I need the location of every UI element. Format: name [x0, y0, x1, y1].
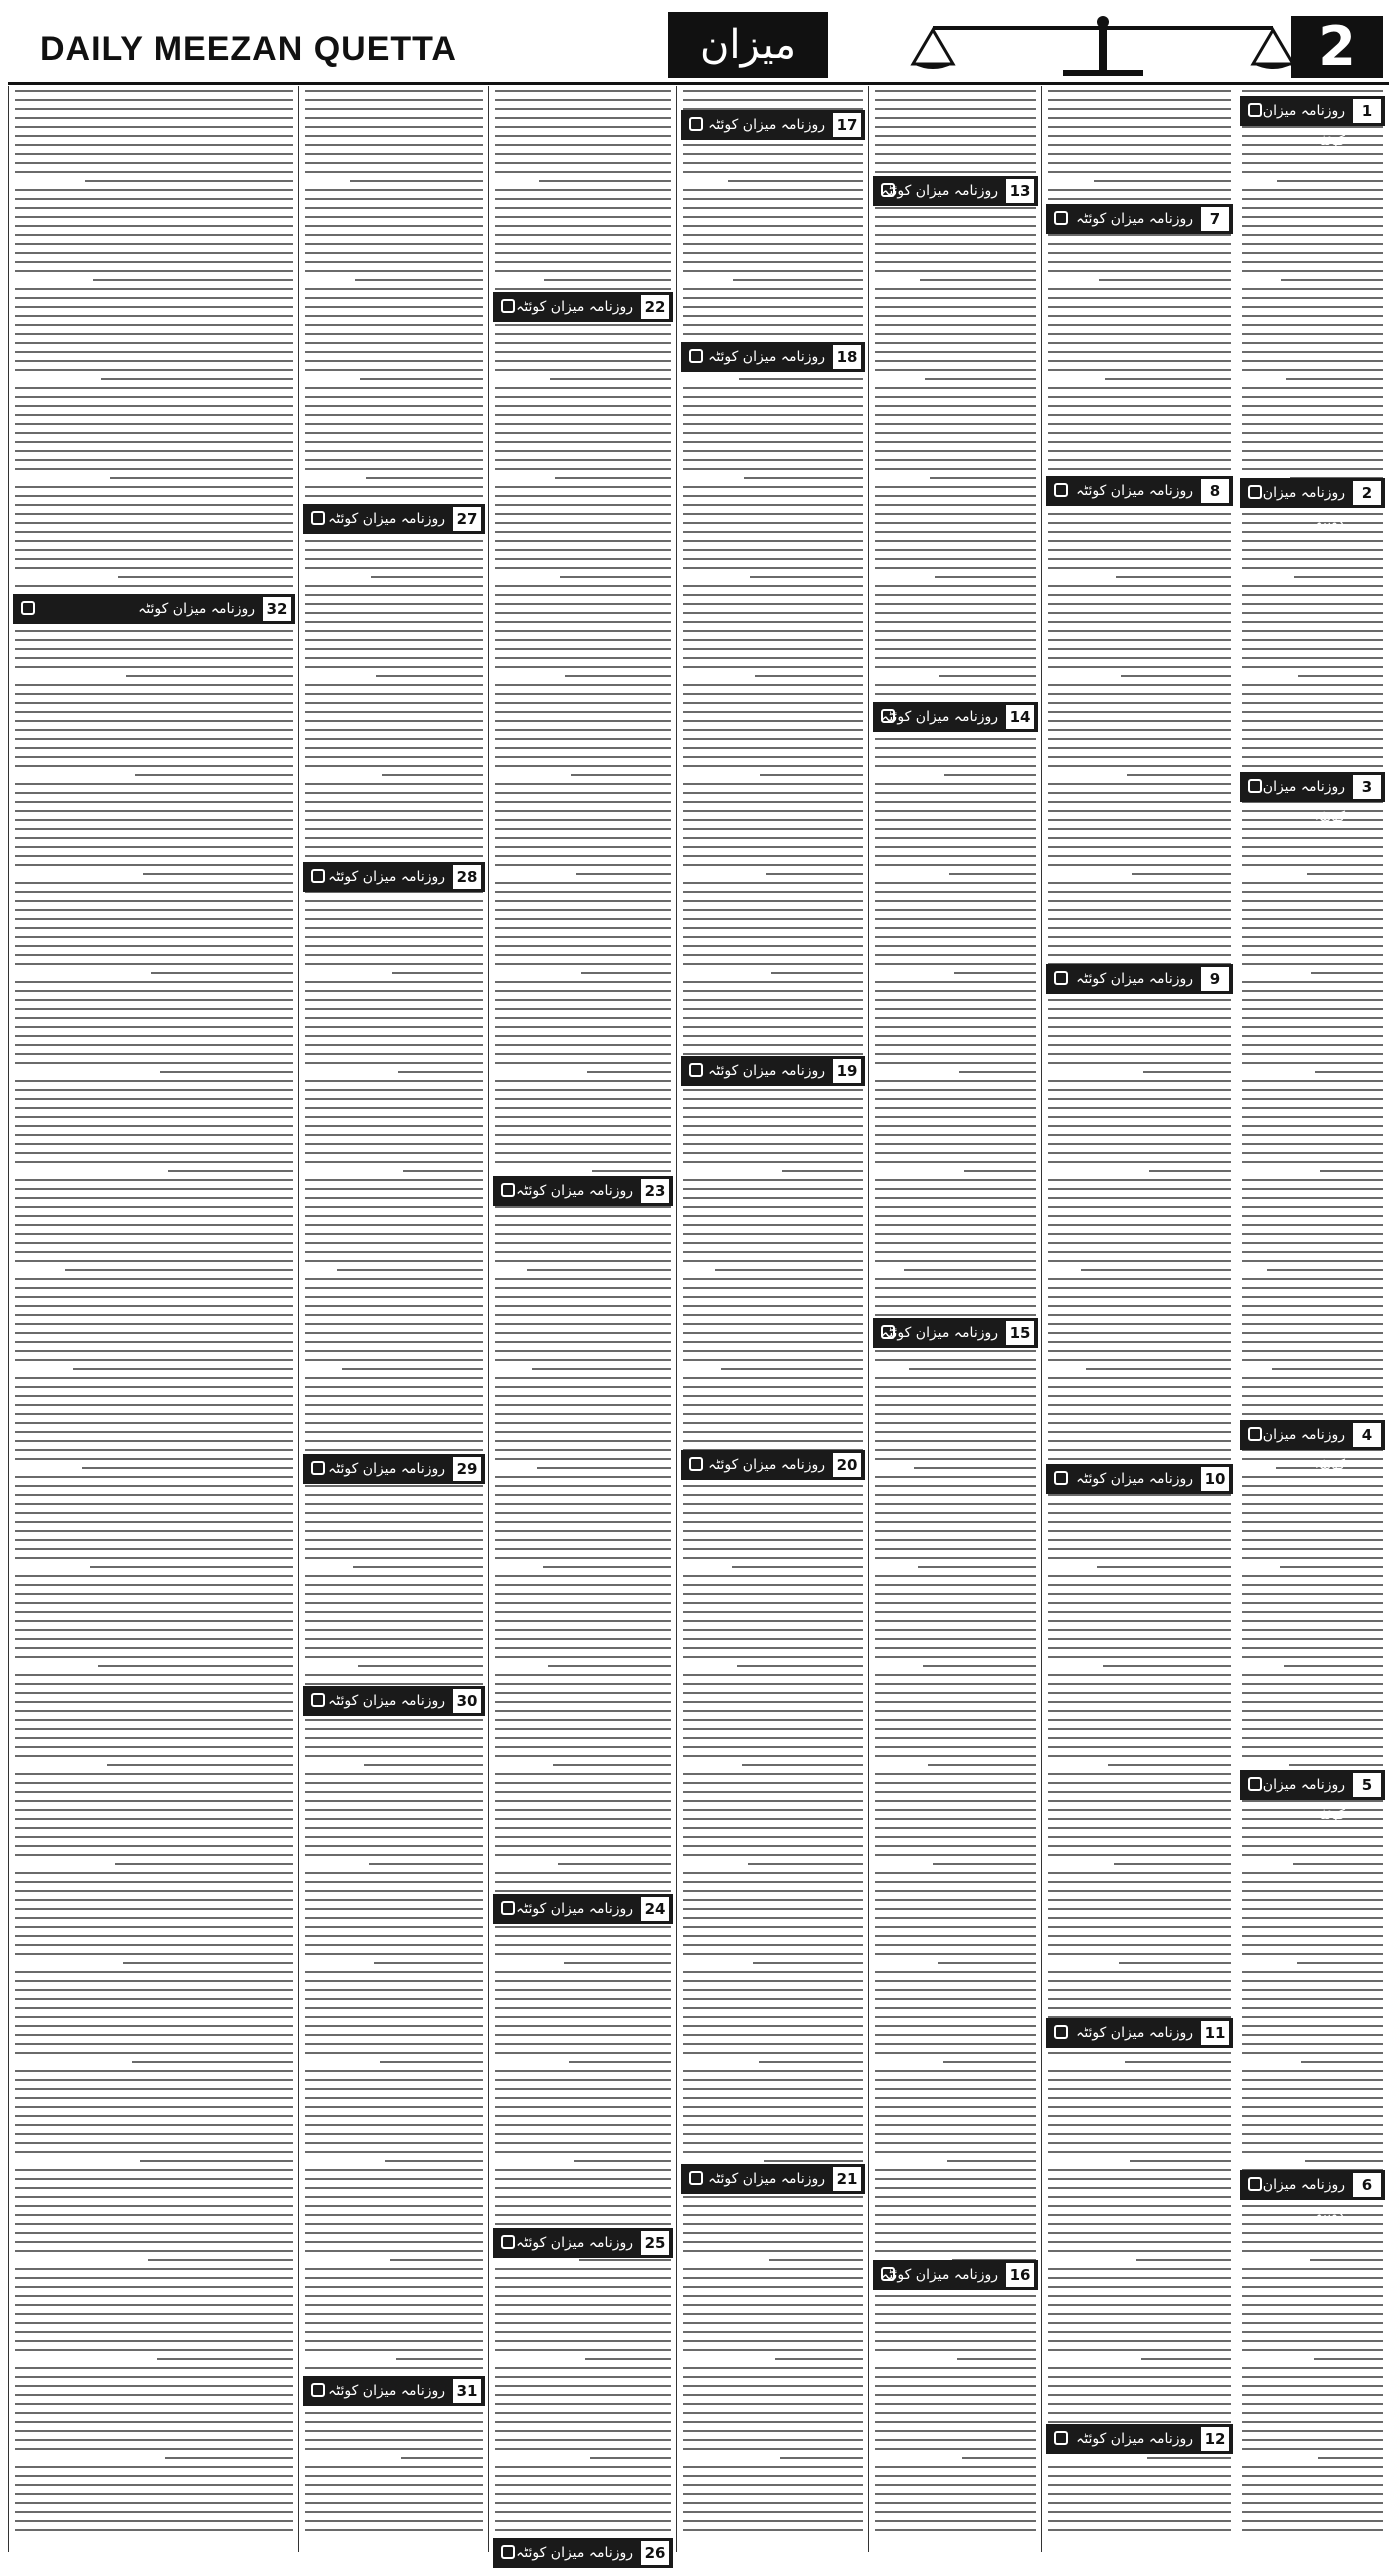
editorial-title: روزنامہ میزان کوئٹہ — [328, 1693, 445, 1709]
editorial-title: روزنامہ میزان کوئٹہ — [328, 511, 445, 527]
editorial-title: روزنامہ میزان کوئٹہ — [881, 709, 998, 725]
editorial-number: 4 — [1353, 1423, 1381, 1447]
editorial-number: 19 — [833, 1059, 861, 1083]
editorial-number: 13 — [1006, 179, 1034, 203]
editorial-number: 11 — [1201, 2021, 1229, 2045]
paper-name: DAILY MEEZAN QUETTA — [40, 30, 457, 68]
ornament-icon — [689, 1063, 703, 1077]
editorial-header — [873, 176, 1038, 206]
editorial-title: روزنامہ میزان کوئٹہ — [516, 1901, 633, 1917]
editorial-header — [303, 2376, 485, 2406]
article-text — [495, 90, 671, 2538]
editorial-header — [493, 2538, 673, 2568]
article-text — [15, 90, 293, 2538]
editorial-header — [1240, 478, 1385, 531]
editorial-title: روزنامہ میزان کوئٹہ — [1262, 485, 1345, 531]
ornament-icon — [1248, 1777, 1262, 1791]
editorial-title: روزنامہ میزان کوئٹہ — [1076, 2431, 1193, 2447]
editorial-header — [1240, 96, 1385, 149]
article-text — [305, 90, 483, 2538]
ornament-icon — [1054, 2025, 1068, 2039]
ornament-icon — [1248, 1427, 1262, 1441]
ornament-icon — [501, 2235, 515, 2249]
editorial-header — [681, 2164, 865, 2194]
editorial-title: روزنامہ میزان کوئٹہ — [138, 601, 255, 617]
ornament-icon — [689, 2171, 703, 2185]
editorial-number: 5 — [1353, 1773, 1381, 1797]
ornament-icon — [1054, 211, 1068, 225]
editorial-number: 10 — [1201, 1467, 1229, 1491]
ornament-icon — [1248, 485, 1262, 499]
editorial-title: روزنامہ میزان کوئٹہ — [516, 2235, 633, 2251]
ornament-icon — [311, 1461, 325, 1475]
editorial-header — [1240, 1770, 1385, 1823]
column — [676, 86, 869, 2552]
editorial-title: روزنامہ میزان کوئٹہ — [1262, 103, 1345, 149]
editorial-title: روزنامہ میزان کوئٹہ — [881, 2267, 998, 2283]
editorial-title: روزنامہ میزان کوئٹہ — [1076, 1471, 1193, 1487]
editorial-number: 23 — [641, 1179, 669, 1203]
editorial-number: 2 — [1353, 481, 1381, 505]
editorial-title: روزنامہ میزان کوئٹہ — [516, 2545, 633, 2561]
editorial-header — [1046, 964, 1233, 994]
editorial-number: 28 — [453, 865, 481, 889]
ornament-icon — [311, 2383, 325, 2397]
editorial-number: 20 — [833, 1453, 861, 1477]
editorial-title: روزنامہ میزان کوئٹہ — [708, 1457, 825, 1473]
ornament-icon — [501, 299, 515, 313]
ornament-icon — [501, 1901, 515, 1915]
column — [298, 86, 489, 2552]
editorial-number: 6 — [1353, 2173, 1381, 2197]
editorial-header — [873, 2260, 1038, 2290]
ornament-icon — [501, 1183, 515, 1197]
editorial-number: 8 — [1201, 479, 1229, 503]
editorial-title: روزنامہ میزان کوئٹہ — [1076, 483, 1193, 499]
editorial-number: 18 — [833, 345, 861, 369]
editorial-header — [1046, 204, 1233, 234]
ornament-icon — [311, 869, 325, 883]
editorial-title: روزنامہ میزان کوئٹہ — [328, 2383, 445, 2399]
editorial-header — [1046, 2424, 1233, 2454]
editorial-title: روزنامہ میزان کوئٹہ — [328, 869, 445, 885]
editorial-header — [1046, 2018, 1233, 2048]
editorial-header — [303, 1454, 485, 1484]
editorial-number: 22 — [641, 295, 669, 319]
column — [8, 86, 299, 2552]
editorial-header — [681, 1450, 865, 1480]
ornament-icon — [881, 2267, 895, 2281]
editorial-number: 21 — [833, 2167, 861, 2191]
editorial-number: 30 — [453, 1689, 481, 1713]
editorial-title: روزنامہ میزان کوئٹہ — [328, 1461, 445, 1477]
editorial-header — [303, 504, 485, 534]
editorial-number: 12 — [1201, 2427, 1229, 2451]
ornament-icon — [21, 601, 35, 615]
masthead — [8, 8, 1389, 85]
ornament-icon — [689, 349, 703, 363]
editorial-title: روزنامہ میزان کوئٹہ — [881, 1325, 998, 1341]
editorial-header — [1240, 2170, 1385, 2223]
column — [488, 86, 677, 2562]
editorial-number: 32 — [263, 597, 291, 621]
ornament-icon — [1054, 483, 1068, 497]
editorial-header — [303, 1686, 485, 1716]
editorial-title: روزنامہ میزان کوئٹہ — [1262, 779, 1345, 825]
ornament-icon — [1054, 971, 1068, 985]
editorial-header — [1046, 476, 1233, 506]
editorial-header — [13, 594, 295, 624]
editorial-title: روزنامہ میزان کوئٹہ — [1262, 1777, 1345, 1823]
column — [868, 86, 1042, 2552]
editorial-title: روزنامہ میزان کوئٹہ — [708, 2171, 825, 2187]
editorial-header — [681, 1056, 865, 1086]
editorial-header — [873, 1318, 1038, 1348]
editorial-header — [493, 292, 673, 322]
ornament-icon — [881, 183, 895, 197]
editorial-header — [493, 2228, 673, 2258]
editorial-number: 26 — [641, 2541, 669, 2565]
editorial-number: 1 — [1353, 99, 1381, 123]
ornament-icon — [1248, 2177, 1262, 2191]
ornament-icon — [311, 1693, 325, 1707]
ornament-icon — [881, 1325, 895, 1339]
editorial-header — [493, 1176, 673, 1206]
editorial-title: روزنامہ میزان کوئٹہ — [1262, 2177, 1345, 2223]
page-number: 2 — [1291, 16, 1383, 78]
editorial-title: روزنامہ میزان کوئٹہ — [708, 117, 825, 133]
ornament-icon — [689, 1457, 703, 1471]
column — [1236, 86, 1389, 2552]
ornament-icon — [311, 511, 325, 525]
editorial-title: روزنامہ میزان کوئٹہ — [516, 1183, 633, 1199]
editorial-number: 25 — [641, 2231, 669, 2255]
editorial-header — [493, 1894, 673, 1924]
ornament-icon — [1248, 103, 1262, 117]
ornament-icon — [689, 117, 703, 131]
editorial-header — [873, 702, 1038, 732]
editorial-columns — [8, 86, 1389, 2562]
editorial-number: 24 — [641, 1897, 669, 1921]
ornament-icon — [1054, 1471, 1068, 1485]
article-text — [875, 90, 1036, 2538]
editorial-number: 9 — [1201, 967, 1229, 991]
editorial-title: روزنامہ میزان کوئٹہ — [1076, 211, 1193, 227]
editorial-title: روزنامہ میزان کوئٹہ — [516, 299, 633, 315]
editorial-header — [1240, 772, 1385, 825]
editorial-number: 17 — [833, 113, 861, 137]
editorial-header — [1046, 1464, 1233, 1494]
editorial-title: روزنامہ میزان کوئٹہ — [1262, 1427, 1345, 1473]
column — [1041, 86, 1237, 2552]
editorial-title: روزنامہ میزان کوئٹہ — [708, 349, 825, 365]
editorial-number: 31 — [453, 2379, 481, 2403]
editorial-number: 29 — [453, 1457, 481, 1481]
editorial-header — [303, 862, 485, 892]
scales-of-justice-icon — [913, 14, 1293, 78]
editorial-header — [1240, 1420, 1385, 1473]
editorial-number: 15 — [1006, 1321, 1034, 1345]
ornament-icon — [1248, 779, 1262, 793]
editorial-header — [681, 342, 865, 372]
article-text — [1048, 90, 1231, 2538]
editorial-title: روزنامہ میزان کوئٹہ — [708, 1063, 825, 1079]
editorial-number: 14 — [1006, 705, 1034, 729]
editorial-number: 3 — [1353, 775, 1381, 799]
editorial-title: روزنامہ میزان کوئٹہ — [1076, 2025, 1193, 2041]
editorial-number: 16 — [1006, 2263, 1034, 2287]
editorial-number: 7 — [1201, 207, 1229, 231]
editorial-number: 27 — [453, 507, 481, 531]
editorial-title: روزنامہ میزان کوئٹہ — [881, 183, 998, 199]
editorial-header — [681, 110, 865, 140]
editorial-title: روزنامہ میزان کوئٹہ — [1076, 971, 1193, 987]
ornament-icon — [1054, 2431, 1068, 2445]
newspaper-logo: میزان — [668, 12, 828, 78]
ornament-icon — [881, 709, 895, 723]
ornament-icon — [501, 2545, 515, 2559]
